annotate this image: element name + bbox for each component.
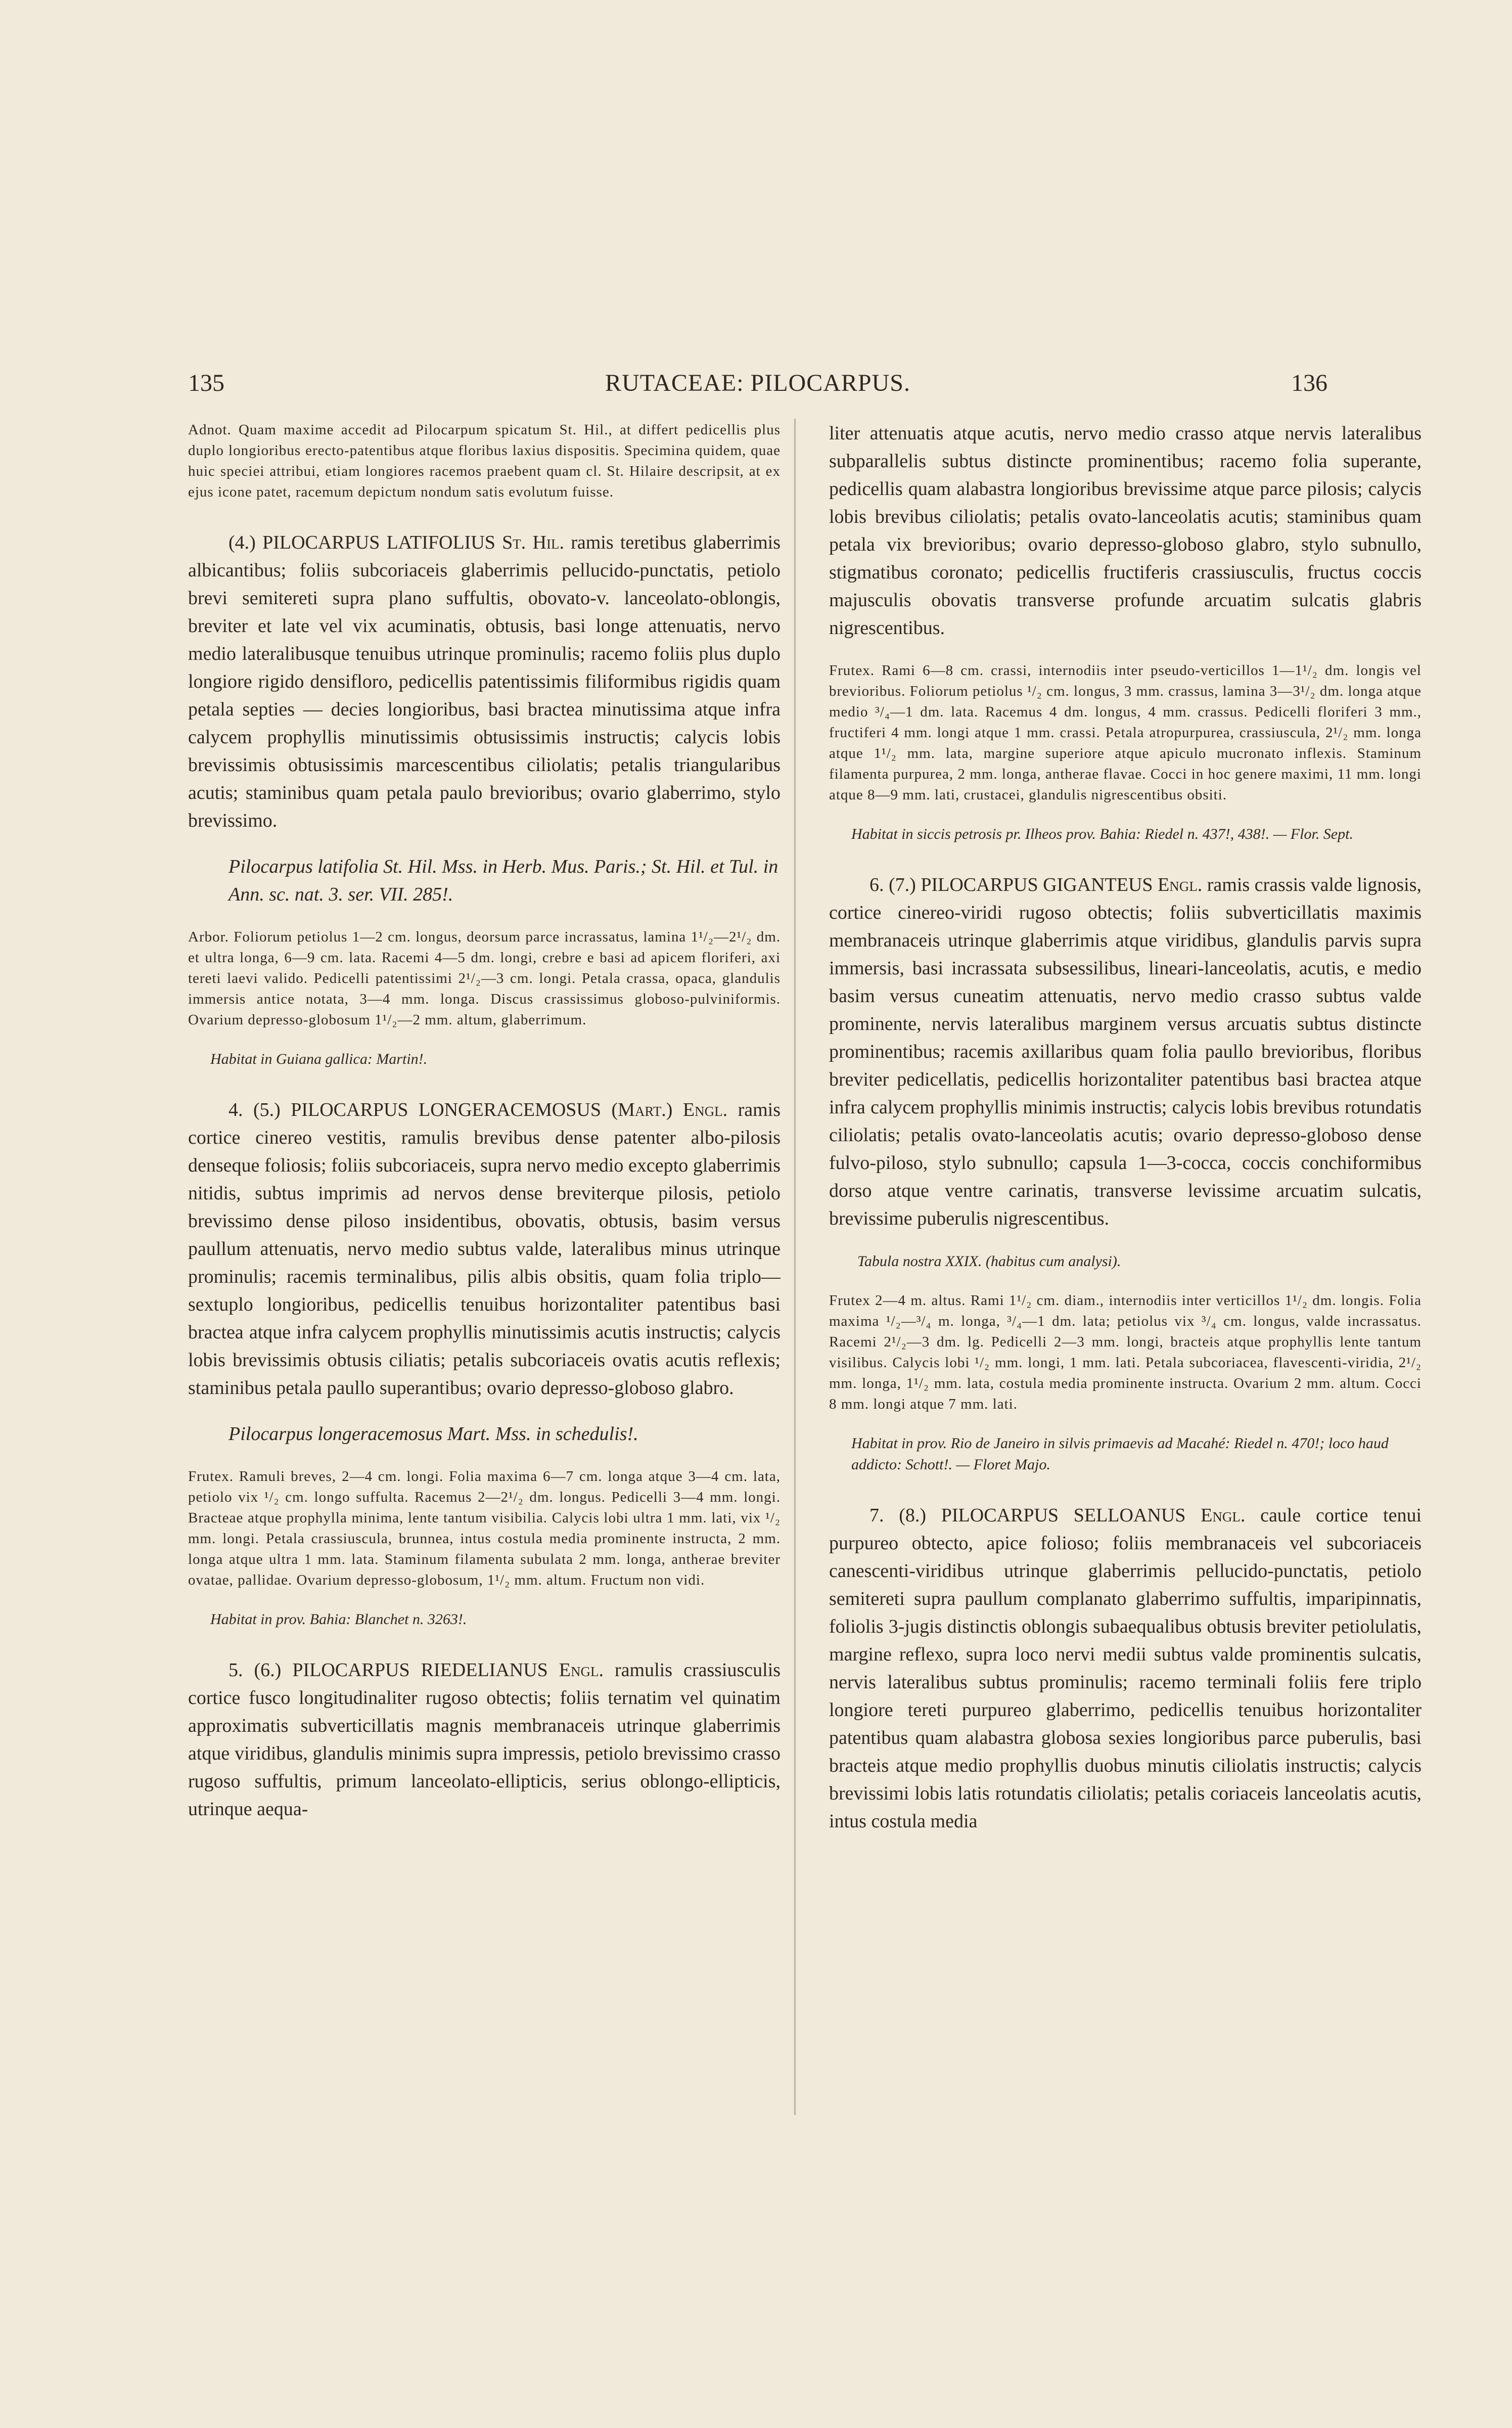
species-details: Arbor. Foliorum petiolus 1—2 cm. longus, deorsum parce incrassatus, lamina 1¹/₂—2¹/₂ dm. et ultra longa, 6—9 cm. lata. Racemi 4—5 dm. longi, crebre e basi ad apicem floriferi, axi tereti laevi valido. Pedicelli patentissimi 2¹/₂—3 cm. longi. Petala crassa, opaca, glandulis immersis antice notata, 3—4 mm. longa. Discus crassissimus globoso-pulviniformis. Ovarium depresso-globosum 1¹/₂—2 mm. altum, glaberrimum. (188, 929, 781, 1028)
left-column (188, 420, 781, 2114)
description-text: caule cortice tenui purpureo obtecto, apice folioso; foliis membranaceis vel subcoriaceis canescenti-viridibus utrinque glaberrimis pellucido-punctatis, petiolo semitereti supra paullum complanato glaberrimo suffultis, imparipinnatis, foliolis 3-jugis distinctis oblongis subaequalibus obtusis breviter petiolulatis, margine reflexo, supra loco nervi medii subtus valde prominentis sulcatis, nervis lateralibus subtus prominulis; racemo terminali foliis fere triplo longiore tereti purpureo glaberrimo, pedicellis tenuibus horizontaliter patentibus quam alabastra globosa sexies longioribus parce puberulis, basi bracteis atque medio prophyllis duobus minutis ciliolatis instructis; calycis brevissimi lobis latis rotundatis ciliolatis; petalis coriaceis lanceolatis acutis, intus costula media (829, 1505, 1422, 1832)
species-number: 7. (8.) (869, 1505, 927, 1526)
species-entry-latifolius (188, 529, 781, 1070)
description-text: ramis cortice cinereo vestitis, ramulis brevibus dense patenter albo-pilosis denseque foliosis; foliis subcoriaceis, supra nervo medio excepto glaberrimis nitidis, subtus imprimis ad nervos dense breviterque pilosis, petiolo brevissimo dense piloso insidentibus, obovatis, obtusis, basim versus paullum attenuatis, nervo medio subtus valde, lateralibus minus utrinque prominulis; racemis terminalibus, pilis albis obsitis, quam folia triplo—sextuplo longioribus, pedicellis tenuibus horizontaliter patentibus basi bractea atque infra calycem prophyllis minutissimis acutis instructis; calycis lobis brevissimis obtusis ciliatis; petalis subcoriaceis ovatis acutis reflexis; staminibus petala paullo superantibus; ovario depresso-globoso glabro. (188, 1099, 781, 1399)
species-entry-riedelianus-continued (829, 420, 1422, 845)
species-name: PILOCARPUS LATIFOLIUS (262, 532, 495, 553)
species-entry-riedelianus (188, 1656, 781, 1823)
species-description (188, 529, 781, 835)
species-habitat: Habitat in prov. Rio de Janeiro in silvis primaevis ad Macahé: Riedel n. 470!; loco haud addicto: Schott!. — Floret Majo. (851, 1435, 1389, 1473)
species-name: PILOCARPUS RIEDELIANUS (292, 1659, 548, 1681)
page-header (188, 368, 1327, 398)
species-description (188, 1096, 781, 1402)
species-number: 5. (6.) (228, 1659, 282, 1681)
species-number: (4.) (228, 532, 256, 553)
species-description (829, 1502, 1422, 1835)
species-entry-longeracemosus (188, 1096, 781, 1630)
species-description (829, 871, 1422, 1233)
species-details: Frutex 2—4 m. altus. Rami 1¹/₂ cm. diam., internodiis inter verticillos 1¹/₂ dm. longis. Folia maxima ¹/₂—³/₄ m. longa, ³/₄—1 dm. lata; petiolus vix ³/₄ cm. longus, valde incrassatus. Racemi 2¹/₂—3 dm. lg. Pedicelli 2—3 mm. longi, bracteis atque prophyllis lente tantum visilibus. Calycis lobi ¹/₂ mm. longi, 1 mm. lati. Petala subcoriacea, flavescenti-viridia, 2¹/₂ mm. longa, 1¹/₂ mm. lata, costula media prominente instructa. Ovarium 2 mm. altum. Cocci 8 mm. longi atque 7 mm. lati. (829, 1292, 1422, 1412)
column-divider (794, 419, 796, 2115)
species-reference: Pilocarpus longeracemosus Mart. Mss. in schedulis!. (228, 1423, 638, 1445)
species-author: St. Hil. (502, 532, 564, 553)
plate-reference: Tabula nostra XXIX. (habitus cum analysi). (857, 1253, 1121, 1270)
description-text: ramis teretibus glaberrimis albicantibus; foliis subcoriaceis glaberrimis pellucido-punctatis, petiolo brevi semitereti supra plano suffultis, obovato-v. lanceolato-oblongis, breviter et late vel vix acuminatis, obtusis, basi longe attenuatis, nervo medio lateralibusque tenuibus utrinque prominulis; racemo foliis plus duplo longiore rigido densifloro, pedicellis patentissimis filiformibus rigidis quam petala septies — decies longioribus, basi bractea minutissima atque infra calycem prophyllis minutissimis obtusissimis instructis; calycis lobis brevissimis obtusissimis marcescentibus ciliolatis; petalis triangularibus acutis; staminibus quam petala paulo brevioribus; ovario glaberrimo, stylo brevissimo. (188, 532, 781, 831)
species-habitat: Habitat in Guiana gallica: Martin!. (210, 1051, 428, 1067)
species-details: Frutex. Rami 6—8 cm. crassi, internodiis inter pseudo-verticillos 1—1¹/₂ dm. longis vel brevioribus. Foliorum petiolus ¹/₂ cm. longus, 3 mm. crassus, lamina 3—3¹/₂ dm. longa atque medio ³/₄—1 dm. lata. Racemus 4 dm. longus, 4 mm. crassus. Pedicelli floriferi 3 mm., fructiferi 4 mm. longi atque 1 mm. crassi. Petala atropurpurea, crassiuscula, 2¹/₂ mm. longa atque 1¹/₂ mm. lata, margine superiore atque apiculo mucronato inflexis. Staminum filamenta purpurea, 2 mm. longa, antherae flavae. Cocci in hoc genere maximi, 11 mm. longi atque 8—9 mm. lati, crustacei, glandulis nigrescentibus obsiti. (829, 662, 1422, 803)
species-description (188, 1656, 781, 1823)
species-name: PILOCARPUS SELLOANUS (941, 1505, 1186, 1526)
right-page-number: 136 (1291, 370, 1327, 396)
species-entry-giganteus (829, 871, 1422, 1475)
right-column (829, 420, 1422, 2114)
description-text: ramis crassis valde lignosis, cortice cinereo-viridi rugoso obtectis; foliis subverticillatis maximis membranaceis utrinque glaberrimis atque viridibus, glandulis parvis supra immersis, basi incrassata subsessilibus, lineari-lanceolatis, acutis, e medio basim versus cuneatim attenuatis, nervo medio crasso subtus valde prominente, nervis lateralibus marginem versus arcuatis subtus distincte prominentibus; racemis axillaribus quam folia paullo brevioribus, floribus breviter pedicellatis, pedicellis horizontaliter patentibus basi bractea atque infra calycem prophyllis minimis instructis; calycis lobis brevibus rotundatis ciliolatis; petalis ovato-lanceolatis acutis; ovario depresso-globoso dense fulvo-piloso, stylo subnullo; capsula 1—3-cocca, coccis conchiformibus dorso atque ventre carinatis, transverse levissime arcuatim sulcatis, brevissime puberulis nigrescentibus. (829, 874, 1422, 1229)
species-number: 6. (7.) (869, 874, 916, 895)
species-number: 4. (5.) (228, 1099, 281, 1120)
species-details: Frutex. Ramuli breves, 2—4 cm. longi. Folia maxima 6—7 cm. longa atque 3—4 cm. lata, petiolo vix ¹/₂ cm. longo suffulta. Racemus 2—2¹/₂ dm. longus. Pedicelli 3—4 mm. longi. Bracteae atque prophylla minima, lente tantum visibilia. Calycis lobi ultra 1 mm. lati, vix ¹/₂ mm. longi. Petala crassiuscula, brunnea, intus costula media prominente instructa, 2 mm. longa atque ultra 1 mm. lata. Staminum filamenta subulata 2 mm. longa, antherae breviter ovatae, pallidae. Ovarium depresso-globosum, 1¹/₂ mm. altum. Fructum non vidi. (188, 1468, 781, 1588)
species-author: Engl. (559, 1659, 604, 1681)
adnotatio: Adnot. Quam maxime accedit ad Pilocarpum spicatum St. Hil., at differt pedicellis plus duplo longioribus erecto-patentibus atque floribus laxius dispositis. Specimina quidem, quae huic speciei attribui, etiam longiores racemos praebent quam cl. St. Hilaire descripsit, at ex ejus icone patet, racemum depictum nondum satis evolutum fuisse. (188, 422, 781, 500)
species-reference: Pilocarpus latifolia St. Hil. Mss. in Herb. Mus. Paris.; St. Hil. et Tul. in Ann. sc. nat. 3. ser. VII. 285!. (228, 856, 778, 905)
description-text: ramulis crassiusculis cortice fusco longitudinaliter rugoso obtectis; foliis ternatim vel quinatim approximatis subverticillatis magnis membranaceis utrinque glaberrimis atque viridibus, glandulis minimis supra impressis, petiolo brevissimo crasso rugoso suffultis, primum lanceolato-ellipticis, serius oblongo-ellipticis, utrinque aequa- (188, 1659, 781, 1820)
left-page-number: 135 (188, 370, 224, 396)
species-name: PILOCARPUS LONGERACEMOSUS (291, 1099, 602, 1120)
species-habitat: Habitat in siccis petrosis pr. Ilheos prov. Bahia: Riedel n. 437!, 438!. — Flor. Sept. (851, 826, 1353, 842)
description-continuation: liter attenuatis atque acutis, nervo medio crasso atque nervis lateralibus subparallelis subtus distincte prominentibus; racemo folia superante, pedicellis quam alabastra longioribus brevissime atque parce pilosis; calycis lobis brevibus ciliolatis; petalis ovato-lanceolatis acutis; staminibus quam petala vix brevioribus; ovario depresso-globoso glabro, stylo subnullo, stigmatibus coronato; pedicellis fructiferis crassiusculis, fructus coccis majusculis obovatis transverse profunde arcuatim sulcatis glabris nigrescentibus. (829, 423, 1422, 639)
species-entry-selloanus (829, 1502, 1422, 1835)
running-title: RUTACEAE: PILOCARPUS. (605, 370, 910, 396)
species-author: Engl. (1158, 874, 1203, 895)
species-name: PILOCARPUS GIGANTEUS (921, 874, 1153, 895)
species-habitat: Habitat in prov. Bahia: Blanchet n. 3263!. (210, 1611, 467, 1628)
species-author: (Mart.) Engl. (611, 1099, 728, 1120)
species-author: Engl. (1201, 1505, 1246, 1526)
